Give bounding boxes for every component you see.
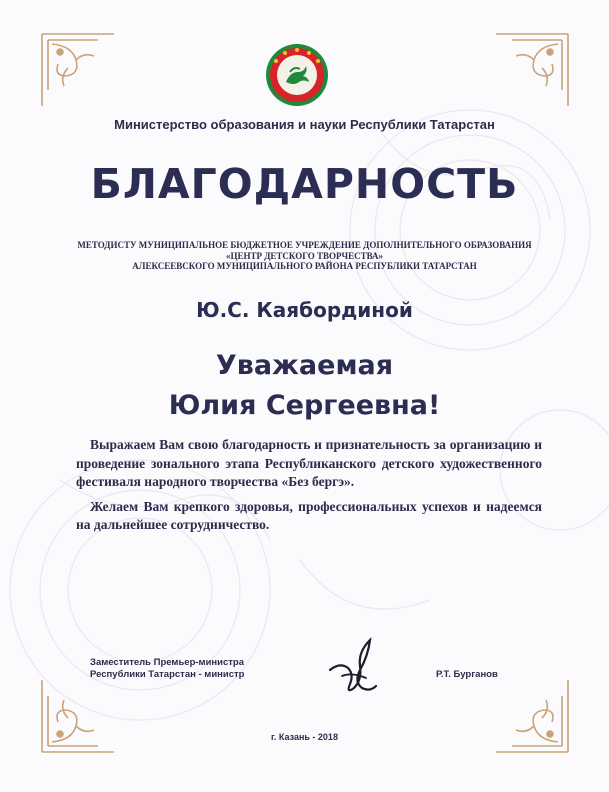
- greeting-line: Уважаемая: [215, 350, 394, 381]
- corner-ornament-icon: [492, 676, 572, 756]
- ministry-name: Министерство образования и науки Республики Татарстан: [114, 117, 495, 132]
- greeting-line: Юлия Сергеевна!: [168, 390, 441, 421]
- recipient-org-line: МЕТОДИСТУ МУНИЦИПАЛЬНОЕ БЮДЖЕТНОЕ УЧРЕЖДЕНИЕ ДОПОЛНИТЕЛЬНОГО ОБРАЗОВАНИЯ: [77, 240, 532, 250]
- tatarstan-emblem-icon: [264, 42, 330, 108]
- corner-ornament-icon: [492, 30, 572, 110]
- signer-title: [90, 657, 244, 681]
- recipient-org-line: «ЦЕНТР ДЕТСКОГО ТВОРЧЕСТВА»: [225, 250, 384, 261]
- recipient-name: Ю.С. Каябординой: [196, 298, 413, 322]
- signer-title-line: Заместитель Премьер-министра: [90, 657, 245, 668]
- body-paragraph: Желаем Вам крепкого здоровья, профессиональных успехов и надеемся на дальнейшее сотрудничество.: [76, 498, 542, 532]
- body-paragraph: Выражаем Вам свою благодарность и признательность за организацию и проведение зонального этапа Республиканского детского художественного фестиваля народного творчества «Без бергэ».: [76, 437, 542, 489]
- corner-ornament-icon: [38, 30, 118, 110]
- greeting: [0, 346, 609, 426]
- corner-ornament-icon: [38, 676, 118, 756]
- signer-name: Р.Т. Бурганов: [436, 669, 498, 680]
- place-date: г. Казань - 2018: [271, 732, 338, 742]
- body-text: [76, 436, 542, 541]
- signature-icon: [322, 636, 386, 698]
- certificate-title: БЛАГОДАРНОСТЬ: [90, 160, 519, 208]
- recipient-organization: [40, 240, 569, 272]
- recipient-org-line: АЛЕКСЕЕВСКОГО МУНИЦИПАЛЬНОГО РАЙОНА РЕСПУБЛИКИ ТАТАРСТАН: [132, 261, 477, 271]
- signer-title-line: Республики Татарстан - министр: [90, 669, 245, 680]
